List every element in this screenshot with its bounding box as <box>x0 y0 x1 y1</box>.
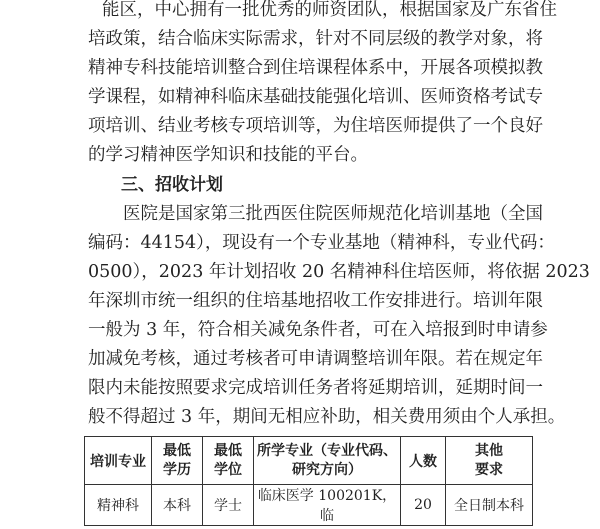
intro-line: 项培训、结业考核专项培训等，为住培医师提供了一个良好 <box>88 116 543 136</box>
header-specialty: 培训专业 <box>85 437 152 485</box>
plan-line: 一般为 3 年，符合相关减免条件者，可在入培报到时申请参 <box>88 320 548 340</box>
recruitment-table <box>84 436 533 526</box>
plan-line: 限内未能按照要求完成培训任务者将延期培训，延期时间一 <box>88 378 543 398</box>
cell-other: 全日制本科 <box>446 485 533 526</box>
intro-line: 精神专科技能培训整合到住培课程体系中，开展各项模拟教 <box>88 58 543 78</box>
header-major: 所学专业（专业代码、 研究方向） <box>254 437 401 485</box>
plan-line: 年深圳市统一组织的住培基地招收工作安排进行。培训年限 <box>88 291 543 311</box>
table-header-row <box>85 437 533 485</box>
plan-line: 编码：44154），现设有一个专业基地（精神科，专业代码： <box>88 233 555 253</box>
intro-line: 的学习精神医学知识和技能的平台。 <box>88 145 368 165</box>
section-heading: 三、招收计划 <box>121 175 223 195</box>
cell-count: 20 <box>401 485 446 526</box>
plan-line: 般不得超过 3 年，期间无相应补助，相关费用须由个人承担。 <box>88 407 566 427</box>
header-other: 其他 要求 <box>446 437 533 485</box>
header-min-degree-award: 最低 学位 <box>203 437 254 485</box>
intro-line: 能区，中心拥有一批优秀的师资团队，根据国家及广东省住 <box>102 0 557 20</box>
cell-specialty: 精神科 <box>85 485 152 526</box>
header-min-degree: 最低 学历 <box>152 437 203 485</box>
cell-degree: 本科 <box>152 485 203 526</box>
intro-line: 培政策，结合临床实际需求，针对不同层级的教学对象，将 <box>88 29 543 49</box>
header-count: 人数 <box>401 437 446 485</box>
intro-line: 学课程，如精神科临床基础技能强化培训、医师资格考试专 <box>88 87 543 107</box>
table-row <box>85 485 533 526</box>
cell-award: 学士 <box>203 485 254 526</box>
plan-line: 加减免考核，通过考核者可申请调整培训年限。若在规定年 <box>88 349 543 369</box>
plan-line: 0500），2023 年计划招收 20 名精神科住培医师，将依据 2023 <box>88 262 590 282</box>
plan-line: 医院是国家第三批西医住院医师规范化培训基地（全国 <box>123 204 543 224</box>
cell-major: 临床医学 100201K，临 <box>254 485 401 526</box>
